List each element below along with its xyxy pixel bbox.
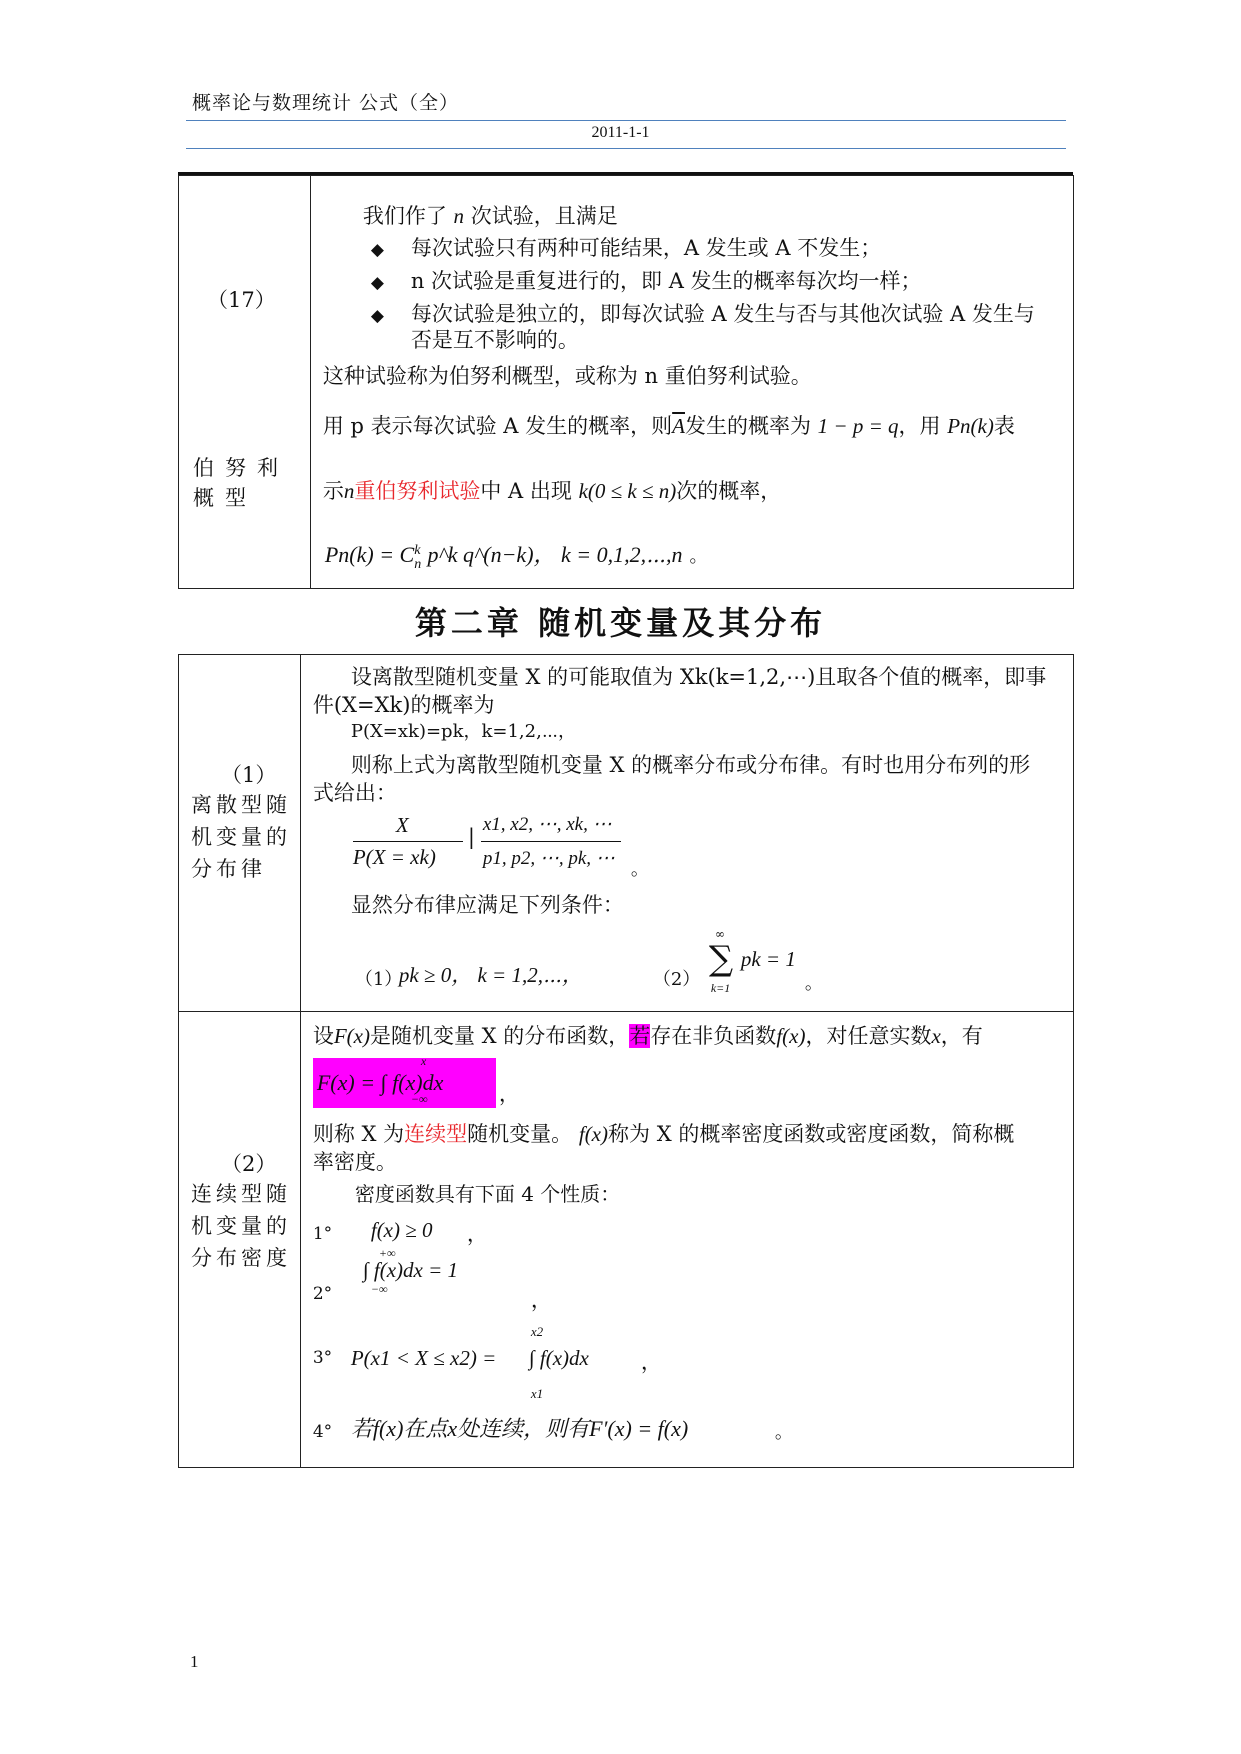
bullet-item-continued: 否是互不影响的。 [410, 328, 579, 352]
entry-label: 伯努利概型 [193, 456, 289, 511]
condition-1: pk ≥ 0， k = 1,2,⋯， [398, 963, 583, 987]
entry-label-line: 分布密度 [191, 1246, 291, 1270]
document-title: 概率论与数理统计 公式（全） [192, 92, 460, 114]
discrete-line: P(X=xk)=pk，k=1,2,⋯， [350, 721, 577, 742]
bullet-diamond-icon: ◆ [370, 273, 384, 293]
property-3-lhs: P(x1 < X ≤ x2) = [350, 1346, 497, 1370]
chapter-title: 第二章 随机变量及其分布 [414, 604, 827, 642]
bernoulli-label-cell [179, 176, 311, 589]
integral-upper-limit: x [420, 1054, 427, 1068]
header-divider [186, 120, 1066, 121]
property-4: 若f(x)在点x处连续，则有F′(x) = f(x) [350, 1416, 689, 1441]
sum-upper-limit: ∞ [714, 927, 725, 941]
list-bar [481, 841, 621, 842]
highlighted-text: 若 [629, 1024, 651, 1048]
k-occurrence-line: 示n重伯努利试验中 A 出现 k(0 ≤ k ≤ n)次的概率， [322, 479, 782, 503]
sum-lower-limit: k=1 [710, 981, 731, 995]
binomial-formula: $Pn(k) = C_n^k$ p^k q^(n−k)， k = 0,1,2,⋯,n 。 [324, 542, 708, 572]
list-end: 。 [630, 859, 649, 880]
header-divider-lower [186, 148, 1066, 149]
entry-label-line: 连续型随 [191, 1182, 291, 1206]
continuous-line-3: 则称 X 为连续型随机变量。 f(x)称为 X 的概率密度函数或密度函数，简称概 [312, 1122, 1015, 1146]
integral-upper-limit: +∞ [378, 1246, 396, 1260]
discrete-line: 设离散型随机变量 X 的可能取值为 Xk(k=1,2,⋯)且取各个值的概率，即事 [350, 665, 1047, 689]
continuous-label-cell [179, 1012, 301, 1468]
probability-line: 用 p 表示每次试验 A 发生的概率，则$\overline{A}$发生的概率为 1 − p = q，用 Pn(k)表 [322, 414, 1015, 438]
property-1: f(x) ≥ 0 [370, 1218, 433, 1242]
continuous-line-5: 密度函数具有下面 4 个性质： [354, 1182, 621, 1206]
property-4-number: 4° [312, 1422, 333, 1442]
sum-symbol: ∑ [708, 939, 734, 979]
integral-upper-limit: x2 [530, 1324, 544, 1339]
fraction-bar [353, 841, 463, 842]
bullet-item: 每次试验只有两种可能结果，A 发生或 A 不发生； [410, 236, 882, 260]
discrete-line: 式给出： [312, 781, 397, 805]
fraction-numerator: X [395, 813, 409, 837]
values-list: x1, x2, ⋯, xk, ⋯ [482, 814, 612, 835]
document-date: 2011-1-1 [591, 124, 650, 141]
entry-label-line: 机变量的 [191, 825, 291, 849]
entry-number: （2） [221, 1152, 277, 1176]
fraction-denominator: P(X = xk) [352, 845, 436, 869]
property-3-end: ， [640, 1350, 662, 1374]
continuous-content-cell [300, 1012, 1073, 1468]
discrete-content-cell [300, 655, 1073, 1012]
separator-bar: | [467, 825, 475, 849]
page-number: 1 [190, 1652, 199, 1671]
bernoulli-content-cell [310, 176, 1073, 589]
condition-2-end: 。 [804, 973, 823, 994]
probabilities-list: p1, p2, ⋯, pk, ⋯ [482, 848, 615, 869]
bernoulli-table [178, 175, 1074, 589]
integral-lower-limit: −∞ [410, 1092, 428, 1106]
distribution-function-formula: F(x) = ∫ f(x)dx [313, 1058, 496, 1108]
discrete-line: 则称上式为离散型随机变量 X 的概率分布或分布律。有时也用分布列的形 [350, 753, 1031, 777]
condition-2: pk = 1 [740, 947, 796, 971]
property-3-integral: ∫ f(x)dx [528, 1346, 589, 1370]
entry-number: （17） [207, 288, 276, 312]
entry-number: （1） [221, 763, 277, 787]
property-2: ∫ f(x)dx = 1 [362, 1258, 458, 1282]
property-4-end: 。 [774, 1422, 793, 1443]
entry-label-line: 机变量的 [191, 1214, 291, 1238]
condition-2-number: （2） [652, 969, 701, 990]
condition-1-number: （1） [354, 969, 403, 990]
bullet-diamond-icon: ◆ [370, 306, 384, 326]
integral-lower-limit: x1 [530, 1386, 544, 1401]
property-1-end: ， [466, 1222, 488, 1246]
entry-label-line: 离散型随 [191, 793, 291, 817]
discrete-line: 显然分布律应满足下列条件： [350, 893, 624, 917]
discrete-line: 件(X=Xk)的概率为 [312, 693, 495, 717]
bullet-item: n 次试验是重复进行的，即 A 发生的概率每次均一样； [410, 269, 922, 293]
property-3-number: 3° [312, 1348, 333, 1368]
continuous-line-4: 率密度。 [312, 1150, 397, 1174]
intro-line: 我们作了 n 次试验，且满足 [362, 204, 618, 228]
property-2-number: 2° [312, 1284, 333, 1304]
entry-label-line: 分布律 [191, 857, 266, 881]
property-2-end: ， [530, 1288, 552, 1312]
discrete-label-cell [179, 655, 301, 1012]
property-1-number: 1° [312, 1224, 333, 1244]
formula-end: ， [498, 1082, 520, 1106]
bullet-item: 每次试验是独立的，即每次试验 A 发生与否与其他次试验 A 发生与 [410, 302, 1035, 326]
continuous-line-1: 设F(x)是随机变量 X 的分布函数，若存在非负函数f(x)，对任意实数x，有 [312, 1024, 983, 1048]
bullet-diamond-icon: ◆ [370, 240, 384, 260]
distribution-table [178, 654, 1074, 1468]
summary-line: 这种试验称为伯努利概型，或称为 n 重伯努利试验。 [322, 364, 812, 388]
integral-lower-limit: −∞ [370, 1282, 388, 1296]
